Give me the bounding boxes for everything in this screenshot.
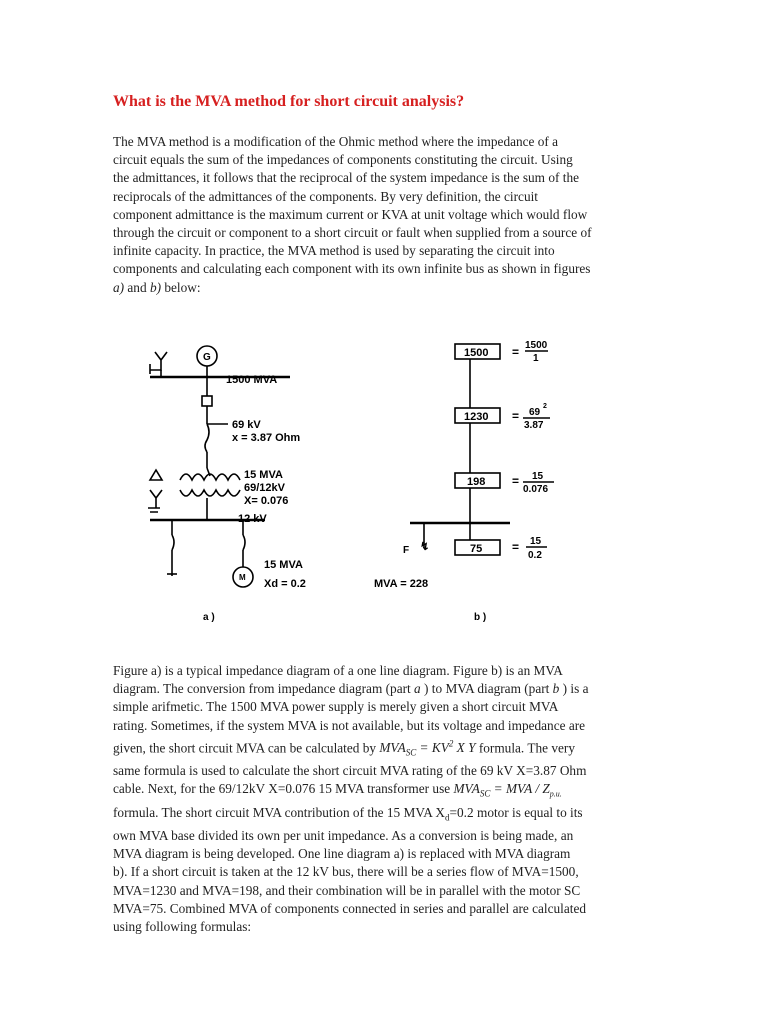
mva-box-value: 1230 <box>464 411 489 423</box>
figure-ref-b: b) <box>149 279 162 295</box>
mva-box-value: 1500 <box>464 347 489 359</box>
equals-sign: = <box>512 540 520 554</box>
fault-label: F <box>403 545 410 556</box>
fraction-denominator: 1 <box>533 353 539 364</box>
text-line: simple arifmetic. The 1500 MVA power supply is merely given a short circuit MVA <box>113 699 559 715</box>
formula-mva-sc: $MVA_{SC} = KV^2$ X Y <box>379 738 476 758</box>
text-line: own MVA base divided its own per unit impedance. As a conversion is being made, an <box>113 828 574 844</box>
text-line: a) and b) below: <box>113 279 201 295</box>
text-line: using following formulas: <box>113 919 252 935</box>
text-line: reciprocals of the admittances of the components. By very definition, the circuit <box>113 188 538 204</box>
line-x-label: x = 3.87 Ohm <box>232 432 301 444</box>
text-line: cable. Next, for the 69/12kV X=0.076 15 MVA transformer use $MVA_{SC}$ = MVA / $Z_{p.u.}$ <box>113 781 562 799</box>
text-line: same formula is used to calculate the short circuit MVA rating of the 69 kV X=3.87 Ohm <box>113 763 587 779</box>
text-line: Figure a) is a typical impedance diagram of a one line diagram. Figure b) is an MVA <box>113 663 563 678</box>
fraction-numerator: 1500 <box>525 340 548 351</box>
fault-arrow: ↯ <box>420 541 430 553</box>
equals-sign: = <box>512 474 520 488</box>
text-line: The MVA method is a modification of the Ohmic method where the impedance of a <box>113 134 559 149</box>
transformer-kv-label: 69/12kV <box>244 482 285 494</box>
fraction-numerator: 69 <box>529 407 541 418</box>
transformer-x-label: X= 0.076 <box>244 495 289 507</box>
line-kv-label: 69 kV <box>232 419 261 431</box>
impedance-and-mva-diagrams <box>130 330 600 630</box>
generator-label: G <box>203 352 211 363</box>
fraction-numerator: 15 <box>530 536 542 547</box>
bus-mva-label: 1500 MVA <box>226 374 278 386</box>
motor-xd-label: Xd = 0.2 <box>264 578 306 590</box>
text-line: component admittance is the maximum current or KVA at unit voltage which would flow <box>113 206 588 222</box>
text-line: MVA=1230 and MVA=198, and their combination will be in parallel with the motor SC <box>113 882 581 898</box>
formula-transformer: $MVA_{SC}$ = MVA / $Z_{p.u.}$ <box>453 781 562 799</box>
total-mva-label: MVA = 228 <box>374 578 429 590</box>
mva-box-value: 75 <box>470 543 483 555</box>
text-line: components and calculating each component with its own infinite bus as shown in figures <box>113 261 591 277</box>
text-line: the admittances, it follows that the reciprocal of the system impedance is the sum of the <box>113 170 579 186</box>
figure-a-labels <box>203 352 306 623</box>
text-line: diagram. The conversion from impedance diagram (part a ) to MVA diagram (part b ) is a <box>113 681 589 697</box>
text-line: infinite capacity. In practice, the MVA method is used by separating the circuit into <box>113 243 555 259</box>
text-line: rating. Sometimes, if the system MVA is not available, but its voltage and impedance are <box>113 717 586 733</box>
fraction-denominator: 0.2 <box>528 550 542 561</box>
text-line: formula. The short circuit MVA contribution of the 15 MVA $X_d=0.2$ motor is equal to its <box>113 805 583 823</box>
text-line: b). If a short circuit is taken at the 12 kV bus, there will be a series flow of MVA=1500, <box>113 864 579 880</box>
intro-paragraph <box>113 133 658 297</box>
fraction-denominator: 0.076 <box>523 484 549 495</box>
text-line: circuit equals the sum of the impedances of components constituting the circuit. Using <box>113 152 573 168</box>
bus-12kv-label: 12 kV <box>238 513 267 525</box>
text-line: through the circuit or component to a short circuit or fault when supplied from a source of <box>113 225 592 241</box>
text-line: MVA diagram is being developed. One line diagram a) is replaced with MVA diagram <box>113 846 571 862</box>
equals-sign: = <box>512 345 520 359</box>
fraction-numerator: 15 <box>532 471 544 482</box>
equals-sign: = <box>512 409 520 423</box>
motor-mva-label: 15 MVA <box>264 559 303 571</box>
exponent: 2 <box>543 403 547 410</box>
mva-box-value: 198 <box>467 476 486 488</box>
figure-ref-a: a) <box>113 279 125 295</box>
explanation-paragraph <box>113 662 658 936</box>
transformer-mva-label: 15 MVA <box>244 469 283 481</box>
page-title: What is the MVA method for short circuit analysis? <box>113 93 465 110</box>
fraction-denominator: 3.87 <box>524 420 544 431</box>
figure-b-mva-diagram <box>410 344 554 555</box>
figure-a-caption: a ) <box>203 612 215 623</box>
motor-letter: M <box>239 573 246 582</box>
text-line: MVA=75. Combined MVA of components connected in series and parallel are calculated <box>113 900 587 916</box>
figure-b-caption: b ) <box>474 612 487 623</box>
text-line: given, the short circuit MVA can be calculated by $MVA_{SC} = KV^2$ X Y formula. The very <box>113 738 575 758</box>
